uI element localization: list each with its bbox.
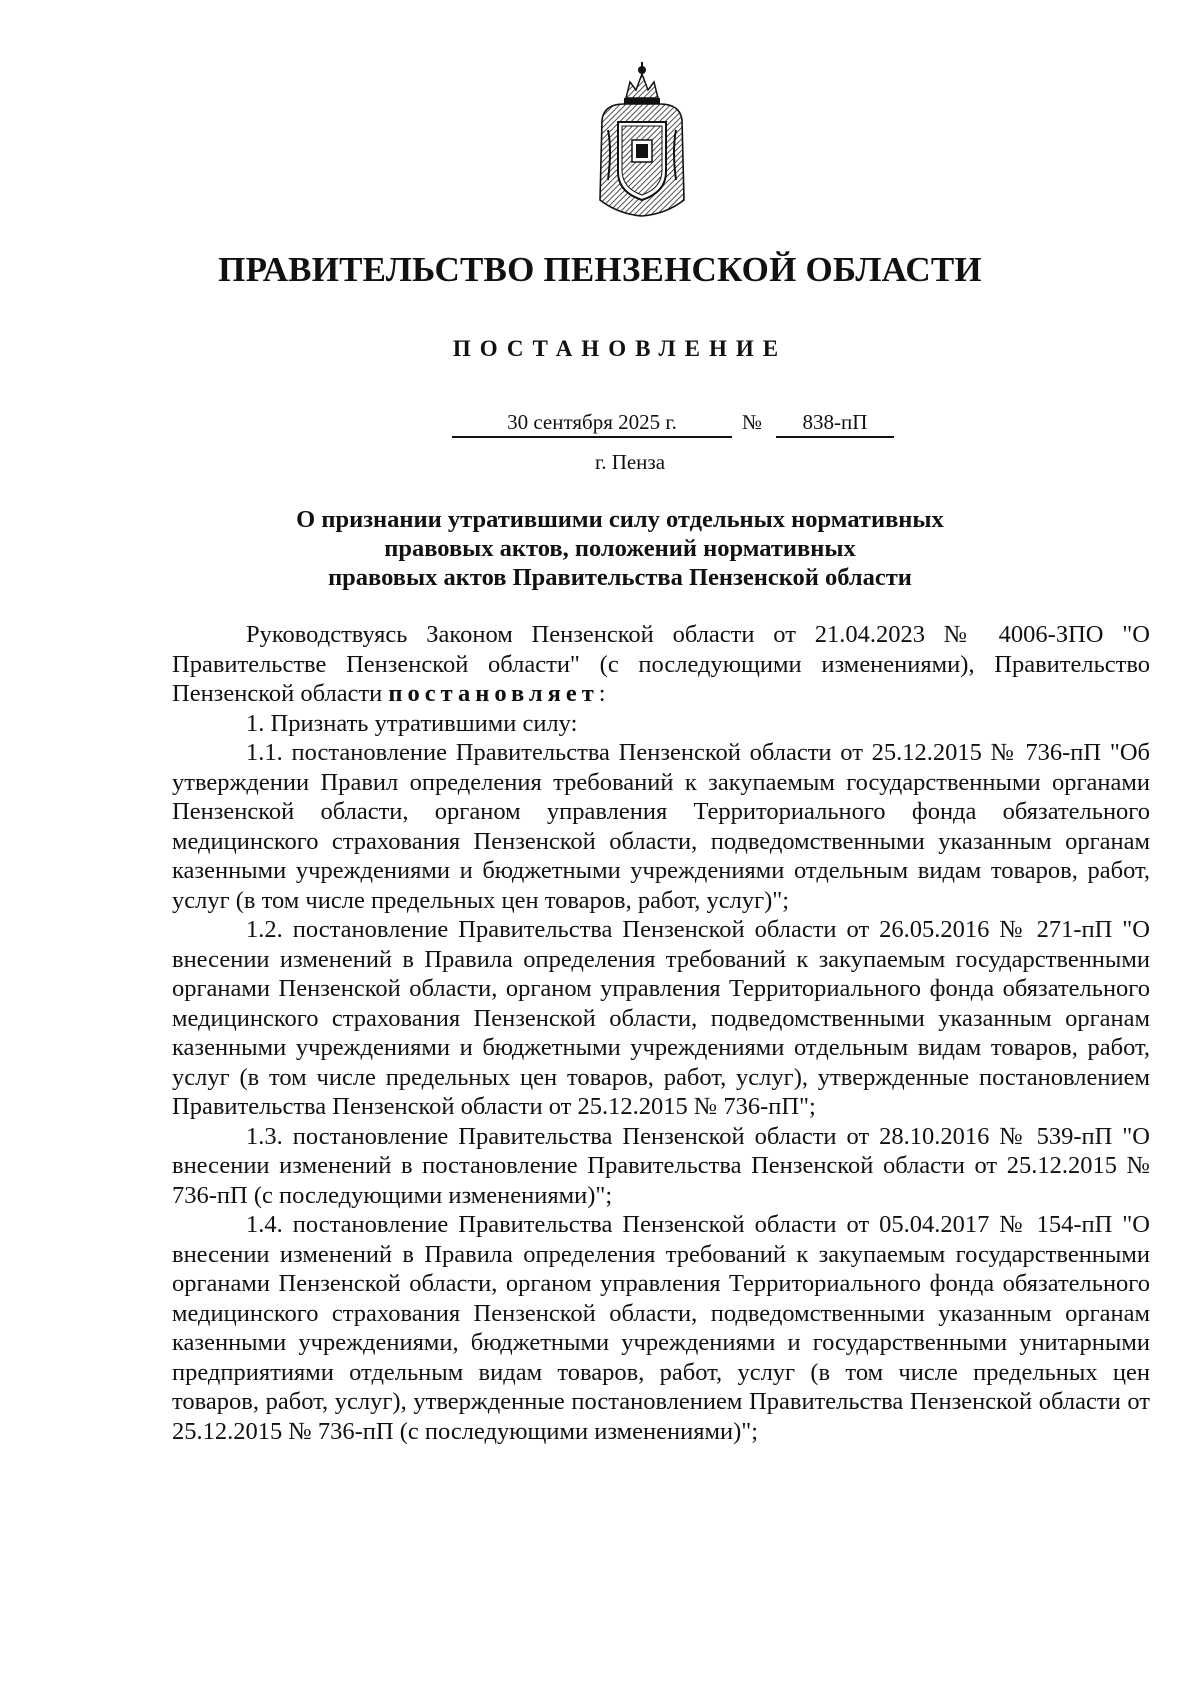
preamble-tail: : [598,680,606,707]
coat-of-arms-emblem [596,60,688,218]
title-line: правовых актов, положений нормативных [384,535,856,562]
subpoint-1-3: 1.3. постановление Правительства Пензенской области от 28.10.2016 № 539-пП "О внесении изменений в постановление Правительства Пензенской области от 25.12.2015 № 736-пП (с последующими изменениями)"; [172,1122,1150,1209]
subpoint-1-4: 1.4. постановление Правительства Пензенской области от 05.04.2017 № 154-пП "О внесении изменений в Правила определения требований к закупаемым государственными органами Пензенской области, органом управления Территориального фонда обязательного медицинского страхования Пензенской области, подведомственными указанным органам казенными учреждениями, бюджетными учреждениями и государственными унитарными предприятиями отдельным видам товаров, работ, услуг (в том числе предельных цен товаров, работ, услуг), утвержденные постановлением Правительства Пензенской области от 25.12.2015 № 736-пП (с последующими изменениями)"; [172,1211,1150,1445]
decree-word: постановляет [388,680,599,707]
preamble-text: Руководствуясь Законом Пензенской области от 21.04.2023 № 4006-ЗПО "О Правительстве Пензенской области" (с последующими изменениями), Правительство Пензенской области [172,621,1150,707]
title-line: правовых актов Правительства Пензенской области [328,564,912,591]
organization-name: ПРАВИТЕЛЬСТВО ПЕНЗЕНСКОЙ ОБЛАСТИ [218,250,982,289]
city: г. Пенза [594,450,666,474]
title-line: О признании утратившими силу отдельных нормативных [296,506,944,533]
subpoint-1-2: 1.2. постановление Правительства Пензенской области от 26.05.2016 № 271-пП "О внесении изменений в Правила определения требований к закупаемым государственными органами Пензенской области, органом управления Территориального фонда обязательного медицинского страхования Пензенской области, подведомственными указанным органам казенными учреждениями и бюджетными учреждениями отдельным видам товаров, работ, услуг (в том числе предельных цен товаров, работ, услуг), утвержденные постановлением Правительства Пензенской области от 25.12.2015 № 736-пП"; [172,916,1150,1120]
subpoint-1-1: 1.1. постановление Правительства Пензенской области от 25.12.2015 № 736-пП "Об утверждении Правил определения требований к закупаемым государственными органами Пензенской области, органом управления Территориального фонда обязательного медицинского страхования Пензенской области, подведомственными указанным органам казенными учреждениями и бюджетными учреждениями отдельным видам товаров, работ, услуг (в том числе предельных цен товаров, работ, услуг)"; [172,739,1150,914]
document-title [180,505,1060,592]
point-1: 1. Признать утратившими силу: [246,709,578,737]
document-date: 30 сентября 2025 г. [452,410,732,438]
document-body [172,620,1150,1446]
date-number-line [0,410,1200,440]
document-number: 838-пП [776,410,894,438]
document-type: ПОСТАНОВЛЕНИЕ [452,336,788,361]
preamble-paragraph [172,620,1150,709]
number-sign: № [742,410,763,434]
